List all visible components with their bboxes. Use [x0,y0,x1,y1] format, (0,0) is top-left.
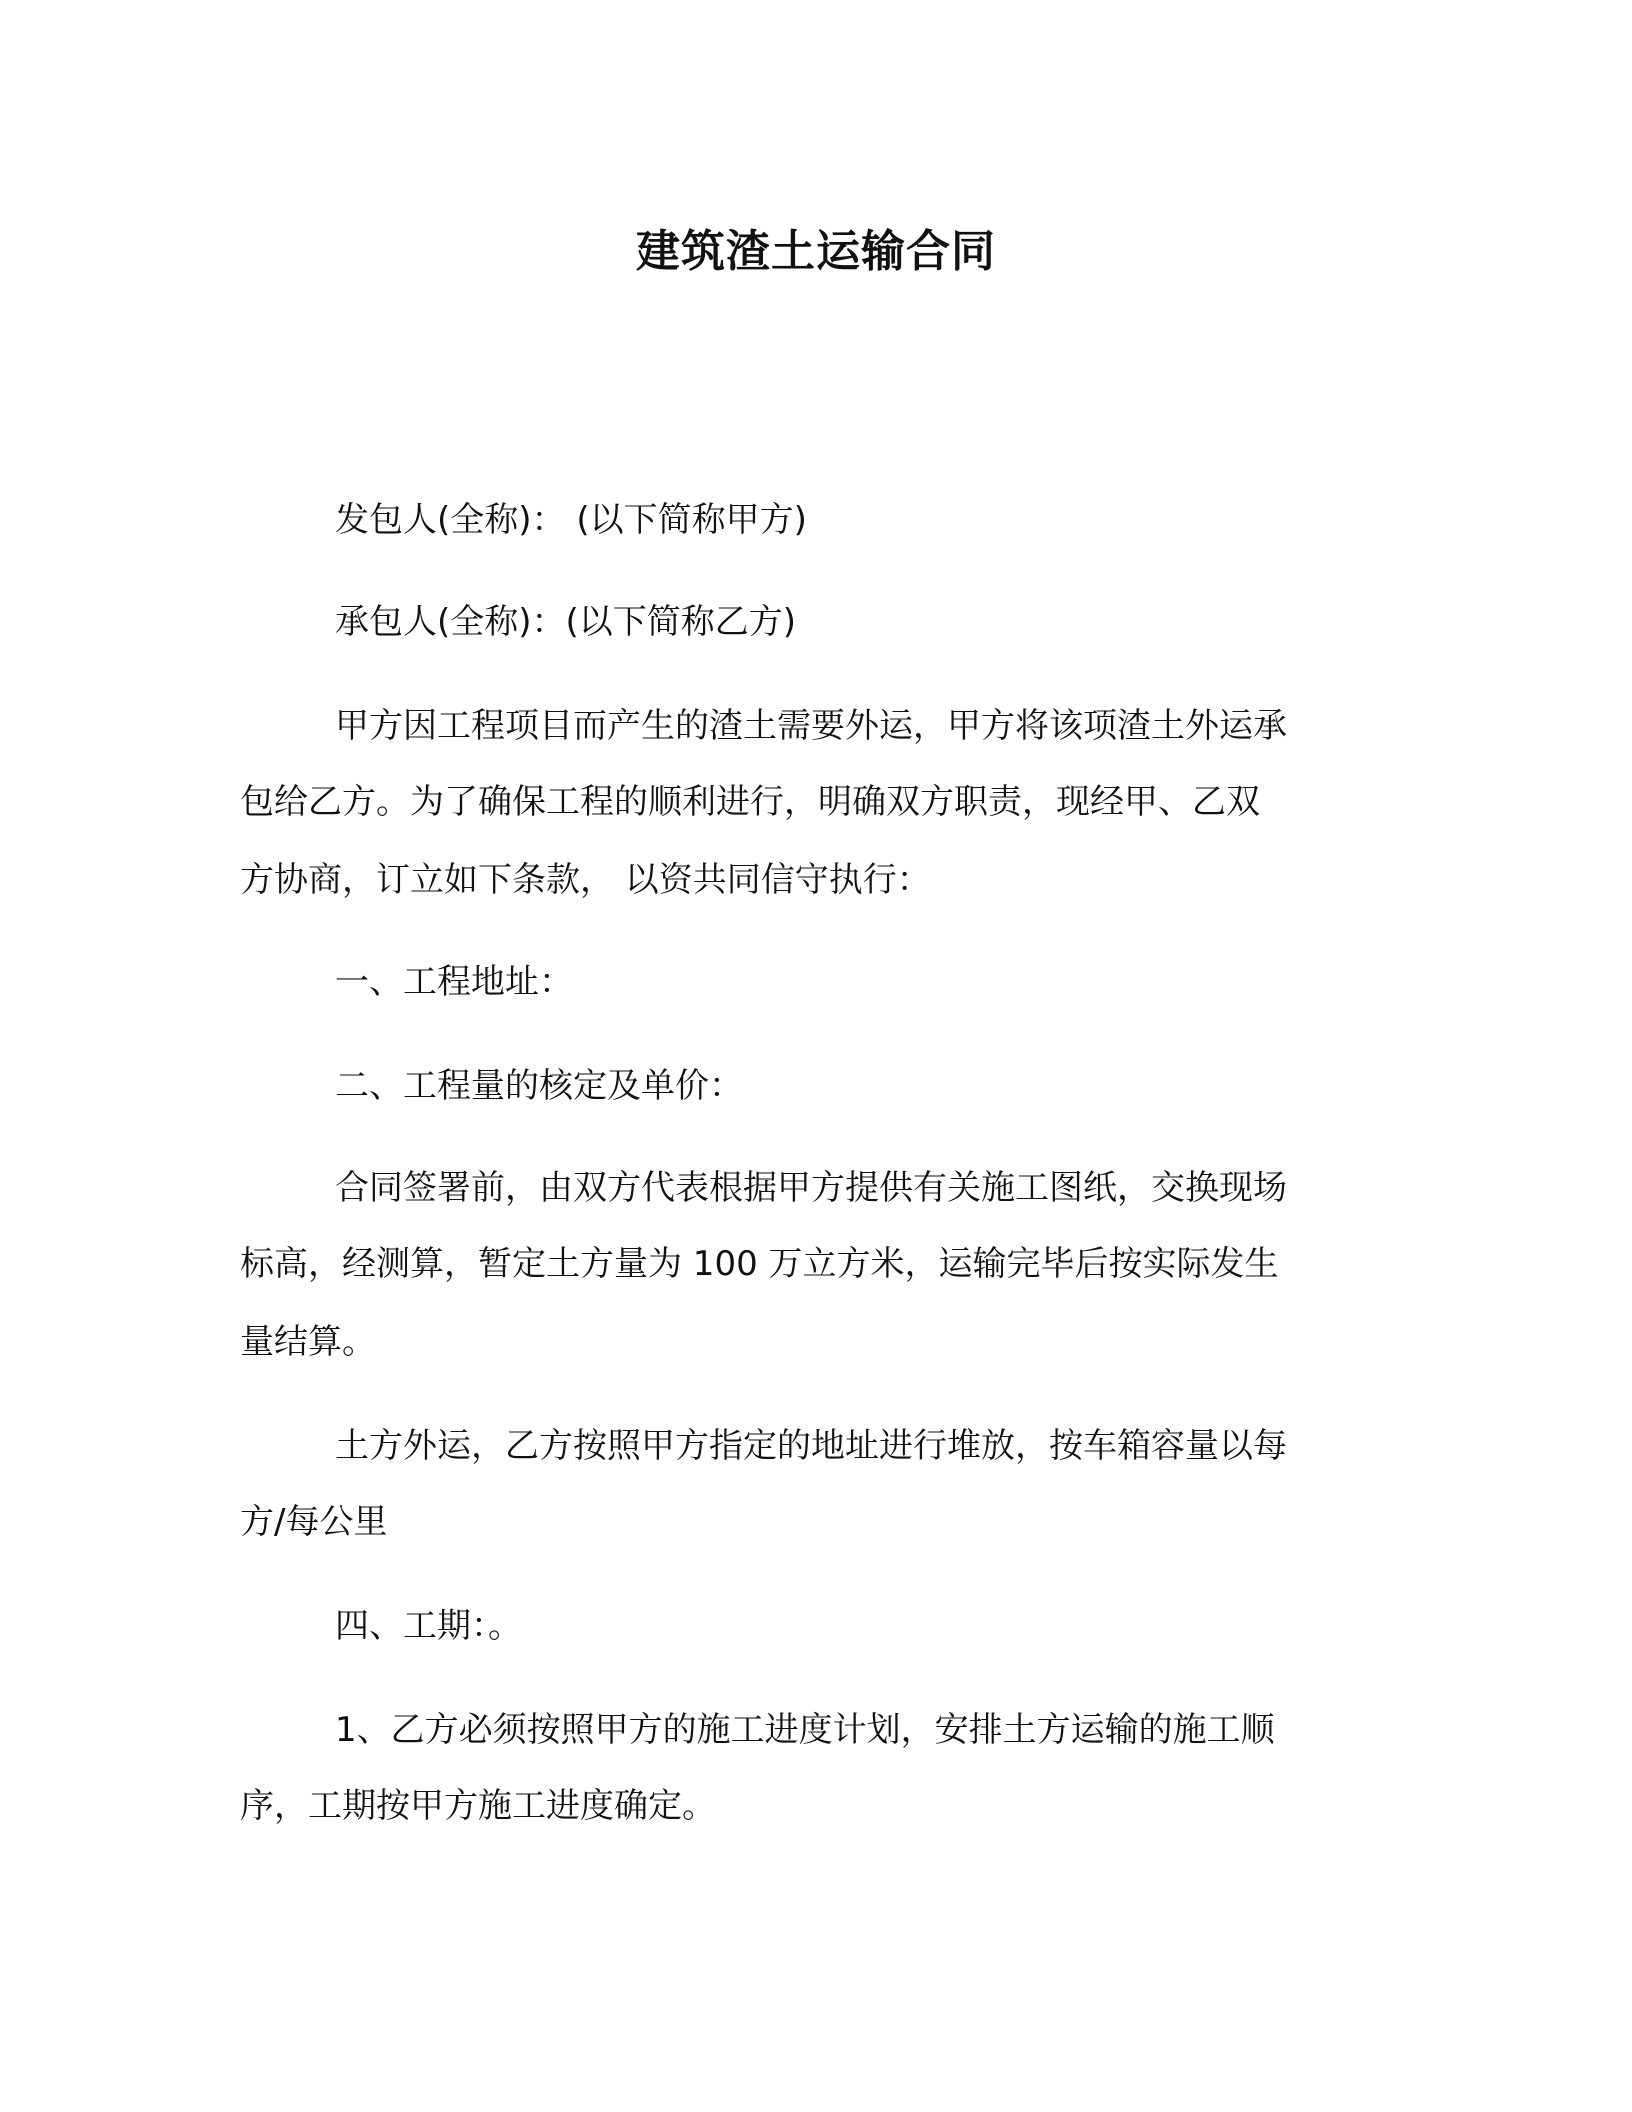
section-4-heading: 四、工期：。 [335,1606,522,1646]
schedule-paragraph-line-1: 1、乙方必须按照甲方的施工进度计划，安排土方运输的施工顺 [335,1710,1275,1750]
intro-paragraph-line-2: 包给乙方。为了确保工程的顺利进行，明确双方职责，现经甲、乙双 [240,782,1260,822]
party-a-line: 发包人(全称)： (以下简称甲方) [335,500,807,540]
section-1-heading: 一、工程地址： [335,962,573,1002]
document-title: 建筑渣土运输合同 [636,226,996,277]
section-2-heading: 二、工程量的核定及单价： [335,1066,743,1106]
schedule-paragraph-line-2: 序，工期按甲方施工进度确定。 [240,1786,716,1826]
transport-paragraph-line-1: 土方外运，乙方按照甲方指定的地址进行堆放，按车箱容量以每 [335,1426,1287,1466]
quantity-paragraph-line-1: 合同签署前，由双方代表根据甲方提供有关施工图纸，交换现场 [335,1168,1287,1208]
party-b-line: 承包人(全称)：(以下简称乙方) [335,602,797,642]
intro-paragraph-line-1: 甲方因工程项目而产生的渣土需要外运，甲方将该项渣土外运承 [335,706,1287,746]
quantity-paragraph-line-2: 标高，经测算，暂定土方量为 100 万立方米，运输完毕后按实际发生 [240,1244,1279,1284]
intro-paragraph-line-3: 方协商，订立如下条款， 以资共同信守执行： [240,860,931,900]
quantity-paragraph-line-3: 量结算。 [240,1322,376,1362]
transport-paragraph-line-2: 方/每公里 [240,1502,388,1542]
